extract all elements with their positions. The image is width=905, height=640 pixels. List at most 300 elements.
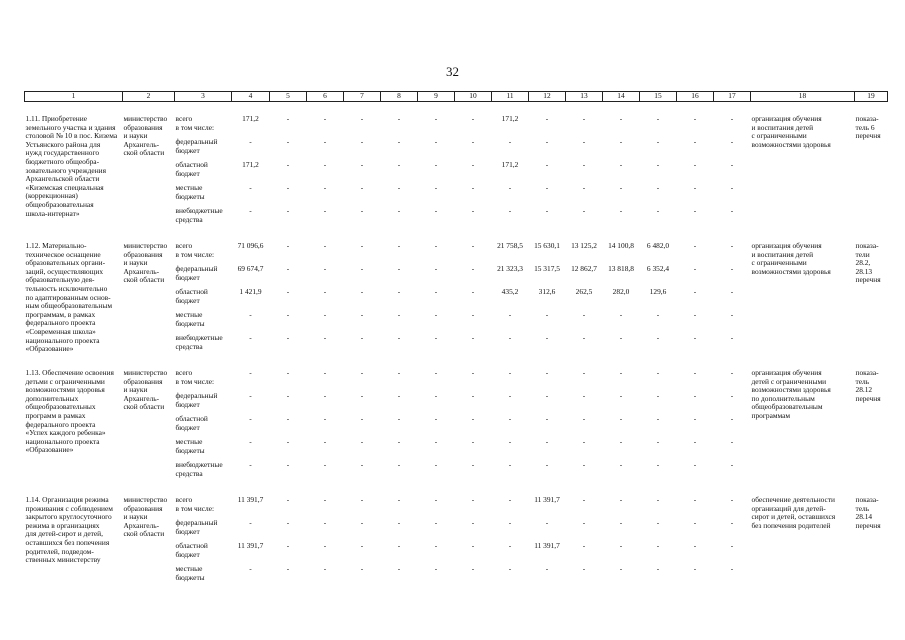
value-cell: - bbox=[582, 541, 586, 550]
value-cell: - bbox=[693, 310, 697, 319]
value-cell: - bbox=[323, 460, 327, 469]
value-cell: - bbox=[582, 460, 586, 469]
value-cell: - bbox=[730, 241, 734, 250]
indicator-cell: показа- тели 28.2, 28.13 перечня bbox=[855, 241, 881, 285]
value-cell: - bbox=[360, 541, 364, 550]
value-cell: 13 125,2 bbox=[571, 241, 597, 250]
value-cell: - bbox=[730, 114, 734, 123]
value-cell: - bbox=[397, 391, 401, 400]
indicator-cell: показа- тель 28.14 перечня bbox=[855, 495, 881, 530]
value-cell: - bbox=[730, 183, 734, 192]
activity-name-cell: 1.12. Материально- техническое оснащение образовательных органи- заций, осуществляющих образовательную дея- тельность исключительно по адаптированным основ- ным общеобразовательным программам, в рамках федерального проекта «Современная школа» национального проекта «Образование» bbox=[25, 241, 113, 354]
value-cell: - bbox=[286, 137, 290, 146]
value-cell: - bbox=[249, 206, 252, 215]
value-cell: 11 391,7 bbox=[237, 541, 264, 550]
funding-source-cell: внебюджетные средства bbox=[175, 333, 223, 351]
value-cell: - bbox=[545, 183, 549, 192]
value-cell: - bbox=[286, 333, 290, 342]
value-cell: 6 352,4 bbox=[646, 264, 670, 273]
header-cell: 3 bbox=[175, 92, 232, 102]
header-cell: 8 bbox=[381, 92, 418, 102]
value-cell: - bbox=[471, 206, 475, 215]
value-cell: - bbox=[471, 287, 475, 296]
value-cell: 262,5 bbox=[575, 287, 593, 296]
value-cell: - bbox=[434, 564, 438, 573]
value-cell: - bbox=[730, 495, 734, 504]
value-cell: - bbox=[730, 414, 734, 423]
result-cell: организация обучения детей с ограниченными возможностями здоровья по дополнительным общеобразовательным программам bbox=[751, 368, 831, 420]
table-row bbox=[25, 242, 888, 265]
value-cell: - bbox=[693, 414, 697, 423]
value-cell: - bbox=[619, 414, 623, 423]
value-cell: - bbox=[323, 564, 327, 573]
value-cell: - bbox=[434, 541, 438, 550]
value-cell: - bbox=[286, 368, 290, 377]
value-cell: 12 862,7 bbox=[571, 264, 597, 273]
value-cell: - bbox=[693, 564, 697, 573]
value-cell: - bbox=[397, 183, 401, 192]
indicator-cell: показа- тель 28.12 перечня bbox=[855, 368, 881, 403]
value-cell: 11 391,7 bbox=[534, 541, 560, 550]
value-cell: 71 096,6 bbox=[237, 241, 264, 250]
header-cell: 15 bbox=[640, 92, 677, 102]
value-cell: - bbox=[619, 137, 623, 146]
value-cell: - bbox=[360, 391, 364, 400]
value-cell: - bbox=[508, 460, 512, 469]
value-cell: - bbox=[323, 518, 327, 527]
value-cell: - bbox=[730, 137, 734, 146]
value-cell: - bbox=[730, 368, 734, 377]
value-cell: - bbox=[730, 541, 734, 550]
value-cell: - bbox=[323, 241, 327, 250]
value-cell: - bbox=[360, 137, 364, 146]
value-cell: - bbox=[730, 264, 734, 273]
value-cell: - bbox=[434, 287, 438, 296]
header-cell: 14 bbox=[603, 92, 640, 102]
funding-source-cell: областной бюджет bbox=[175, 160, 208, 178]
value-cell: - bbox=[619, 391, 623, 400]
value-cell: - bbox=[397, 206, 401, 215]
value-cell: - bbox=[656, 460, 660, 469]
value-cell: - bbox=[730, 333, 734, 342]
value-cell: - bbox=[508, 333, 512, 342]
value-cell: - bbox=[730, 437, 734, 446]
value-cell: - bbox=[286, 391, 290, 400]
value-cell: - bbox=[693, 541, 697, 550]
value-cell: - bbox=[619, 160, 623, 169]
header-cell: 18 bbox=[751, 92, 855, 102]
executor-cell: министерство образования и науки Архангель- ской области bbox=[123, 241, 168, 285]
value-cell: - bbox=[434, 368, 438, 377]
value-cell: 171,2 bbox=[501, 114, 519, 123]
value-cell: - bbox=[397, 495, 401, 504]
value-cell: - bbox=[730, 391, 734, 400]
value-cell: - bbox=[323, 137, 327, 146]
header-cell: 16 bbox=[677, 92, 714, 102]
value-cell: - bbox=[360, 414, 364, 423]
value-cell: - bbox=[286, 241, 290, 250]
funding-source-cell: внебюджетные средства bbox=[175, 460, 223, 478]
value-cell: - bbox=[397, 368, 401, 377]
value-cell: - bbox=[508, 541, 512, 550]
value-cell: - bbox=[656, 564, 660, 573]
value-cell: 1 421,9 bbox=[239, 287, 262, 296]
funding-source-cell: областной бюджет bbox=[175, 287, 208, 305]
table-body bbox=[25, 102, 888, 589]
value-cell: - bbox=[286, 541, 290, 550]
value-cell: - bbox=[619, 310, 623, 319]
value-cell: - bbox=[397, 160, 401, 169]
result-cell: обеспечение деятельности организаций для детей- сирот и детей, оставшихся без попечения родителей bbox=[751, 495, 836, 530]
value-cell: 14 100,8 bbox=[608, 241, 634, 250]
value-cell: - bbox=[619, 183, 623, 192]
value-cell: - bbox=[397, 241, 401, 250]
value-cell: - bbox=[545, 460, 549, 469]
value-cell: - bbox=[508, 391, 512, 400]
activity-name-cell: 1.14. Организация режима проживания с соблюдением закрытого круглосуточного режима в организациях для детей-сирот и детей, оставшихся без попечения родителей, подведом- ственных министерству bbox=[25, 495, 113, 565]
value-cell: - bbox=[508, 518, 512, 527]
executor-cell: министерство образования и науки Архангель- ской области bbox=[123, 114, 168, 158]
value-cell: - bbox=[397, 437, 401, 446]
value-cell: - bbox=[656, 183, 660, 192]
value-cell: - bbox=[323, 368, 327, 377]
value-cell: - bbox=[471, 114, 475, 123]
value-cell: - bbox=[249, 333, 252, 342]
value-cell: - bbox=[397, 287, 401, 296]
value-cell: - bbox=[545, 518, 549, 527]
value-cell: - bbox=[619, 114, 623, 123]
value-cell: - bbox=[323, 391, 327, 400]
value-cell: 13 818,8 bbox=[608, 264, 634, 273]
indicator-cell: показа- тель 6 перечня bbox=[855, 114, 881, 141]
value-cell: - bbox=[286, 114, 290, 123]
funding-source-cell: внебюджетные средства bbox=[175, 206, 223, 224]
value-cell: - bbox=[471, 241, 475, 250]
value-cell: 312,6 bbox=[538, 287, 556, 296]
value-cell: - bbox=[249, 518, 252, 527]
value-cell: - bbox=[508, 206, 512, 215]
value-cell: - bbox=[249, 460, 252, 469]
value-cell: - bbox=[434, 160, 438, 169]
value-cell: 11 391,7 bbox=[534, 495, 560, 504]
value-cell: - bbox=[286, 495, 290, 504]
value-cell: - bbox=[545, 310, 549, 319]
header-cell: 12 bbox=[529, 92, 566, 102]
value-cell: - bbox=[508, 564, 512, 573]
value-cell: - bbox=[693, 264, 697, 273]
value-cell: - bbox=[582, 137, 586, 146]
value-cell: - bbox=[323, 437, 327, 446]
header-cell: 19 bbox=[855, 92, 888, 102]
value-cell: 21 323,3 bbox=[497, 264, 523, 273]
value-cell: - bbox=[656, 160, 660, 169]
value-cell: - bbox=[508, 414, 512, 423]
value-cell: - bbox=[508, 310, 512, 319]
header-cell: 10 bbox=[455, 92, 492, 102]
funding-source-cell: областной бюджет bbox=[175, 414, 208, 432]
value-cell: 15 317,5 bbox=[534, 264, 560, 273]
value-cell: - bbox=[286, 460, 290, 469]
value-cell: - bbox=[582, 114, 586, 123]
value-cell: - bbox=[730, 160, 734, 169]
executor-cell: министерство образования и науки Архангель- ской области bbox=[123, 368, 168, 412]
value-cell: - bbox=[471, 137, 475, 146]
value-cell: - bbox=[471, 368, 475, 377]
value-cell: - bbox=[656, 541, 660, 550]
value-cell: - bbox=[360, 368, 364, 377]
value-cell: - bbox=[286, 518, 290, 527]
value-cell: - bbox=[323, 541, 327, 550]
value-cell: 15 630,1 bbox=[534, 241, 560, 250]
value-cell: - bbox=[582, 160, 586, 169]
value-cell: - bbox=[471, 391, 475, 400]
value-cell: - bbox=[656, 391, 660, 400]
budget-table bbox=[24, 91, 888, 588]
funding-source-cell: всего в том числе: bbox=[175, 495, 215, 513]
value-cell: - bbox=[656, 518, 660, 527]
value-cell: - bbox=[471, 518, 475, 527]
value-cell: 435,2 bbox=[501, 287, 519, 296]
value-cell: - bbox=[582, 495, 586, 504]
value-cell: - bbox=[360, 287, 364, 296]
activity-name-cell: 1.13. Обеспечение освоения детьми с ограниченными возможностями здоровья дополнительных общеобразовательных программ в рамках федерального проекта «Успех каждого ребенка» национального проекта «Образование» bbox=[25, 368, 114, 455]
value-cell: - bbox=[397, 541, 401, 550]
value-cell: - bbox=[397, 460, 401, 469]
page-number: 32 bbox=[446, 64, 459, 79]
value-cell: - bbox=[545, 564, 549, 573]
value-cell: - bbox=[545, 333, 549, 342]
value-cell: - bbox=[508, 137, 512, 146]
value-cell: - bbox=[582, 310, 586, 319]
funding-source-cell: федеральный бюджет bbox=[175, 137, 218, 155]
value-cell: - bbox=[323, 160, 327, 169]
value-cell: - bbox=[582, 437, 586, 446]
value-cell: - bbox=[286, 206, 290, 215]
activity-name-cell: 1.11. Приобретение земельного участка и здания столовой № 10 в пос. Кизема Устьянского района для нужд государственного бюджетного общеобра- зовательного учреждения Архангельской области «Киземская специальная (коррекционная) общеобразовательная школа-интернат» bbox=[25, 114, 118, 218]
value-cell: - bbox=[693, 183, 697, 192]
value-cell: - bbox=[656, 437, 660, 446]
funding-source-cell: федеральный бюджет bbox=[175, 264, 218, 282]
value-cell: - bbox=[434, 183, 438, 192]
value-cell: - bbox=[397, 114, 401, 123]
value-cell: - bbox=[730, 518, 734, 527]
value-cell: - bbox=[286, 287, 290, 296]
value-cell: - bbox=[693, 206, 697, 215]
value-cell: - bbox=[582, 564, 586, 573]
value-cell: - bbox=[582, 391, 586, 400]
value-cell: - bbox=[397, 414, 401, 423]
table-row bbox=[25, 496, 888, 519]
value-cell: 171,2 bbox=[242, 114, 259, 123]
value-cell: - bbox=[249, 391, 252, 400]
value-cell: - bbox=[619, 541, 623, 550]
value-cell: - bbox=[656, 495, 660, 504]
value-cell: - bbox=[434, 460, 438, 469]
value-cell: - bbox=[545, 114, 549, 123]
value-cell: - bbox=[693, 460, 697, 469]
result-cell: организация обучения и воспитания детей с ограниченными возможностями здоровья bbox=[751, 114, 831, 149]
funding-source-cell: местные бюджеты bbox=[175, 310, 205, 328]
header-cell: 11 bbox=[492, 92, 529, 102]
value-cell: - bbox=[619, 206, 623, 215]
value-cell: - bbox=[360, 460, 364, 469]
value-cell: - bbox=[286, 160, 290, 169]
value-cell: - bbox=[286, 414, 290, 423]
funding-source-cell: местные бюджеты bbox=[175, 564, 205, 582]
value-cell: - bbox=[471, 264, 475, 273]
executor-cell: министерство образования и науки Архангель- ской области bbox=[123, 495, 168, 539]
value-cell: - bbox=[471, 183, 475, 192]
value-cell: - bbox=[471, 495, 475, 504]
header-cell: 9 bbox=[418, 92, 455, 102]
header-cell: 17 bbox=[714, 92, 751, 102]
value-cell: - bbox=[434, 414, 438, 423]
value-cell: - bbox=[693, 241, 697, 250]
value-cell: - bbox=[397, 333, 401, 342]
value-cell: - bbox=[323, 114, 327, 123]
value-cell: - bbox=[360, 264, 364, 273]
value-cell: - bbox=[323, 310, 327, 319]
value-cell: - bbox=[656, 114, 660, 123]
table-row bbox=[25, 369, 888, 392]
value-cell: - bbox=[360, 495, 364, 504]
value-cell: - bbox=[693, 518, 697, 527]
funding-source-cell: местные бюджеты bbox=[175, 183, 205, 201]
value-cell: - bbox=[360, 518, 364, 527]
value-cell: - bbox=[397, 264, 401, 273]
value-cell: - bbox=[249, 437, 252, 446]
value-cell: - bbox=[471, 414, 475, 423]
value-cell: - bbox=[693, 160, 697, 169]
value-cell: 69 674,7 bbox=[237, 264, 264, 273]
value-cell: - bbox=[656, 206, 660, 215]
value-cell: - bbox=[249, 368, 252, 377]
value-cell: - bbox=[582, 183, 586, 192]
value-cell: - bbox=[360, 564, 364, 573]
header-cell: 2 bbox=[123, 92, 175, 102]
value-cell: - bbox=[545, 206, 549, 215]
funding-source-cell: федеральный бюджет bbox=[175, 518, 218, 536]
value-cell: - bbox=[323, 264, 327, 273]
value-cell: - bbox=[249, 137, 252, 146]
value-cell: - bbox=[730, 460, 734, 469]
value-cell: - bbox=[434, 264, 438, 273]
value-cell: - bbox=[656, 310, 660, 319]
value-cell: 282,0 bbox=[612, 287, 630, 296]
value-cell: - bbox=[360, 160, 364, 169]
value-cell: - bbox=[323, 495, 327, 504]
value-cell: - bbox=[619, 460, 623, 469]
value-cell: - bbox=[249, 414, 252, 423]
value-cell: - bbox=[434, 114, 438, 123]
header-cell: 6 bbox=[307, 92, 344, 102]
value-cell: - bbox=[323, 206, 327, 215]
value-cell: - bbox=[471, 310, 475, 319]
value-cell: - bbox=[508, 437, 512, 446]
value-cell: - bbox=[360, 241, 364, 250]
spacer-cell bbox=[25, 102, 888, 116]
value-cell: - bbox=[693, 137, 697, 146]
value-cell: - bbox=[508, 368, 512, 377]
value-cell: - bbox=[471, 333, 475, 342]
funding-source-cell: всего в том числе: bbox=[175, 368, 215, 386]
value-cell: - bbox=[360, 206, 364, 215]
value-cell: - bbox=[434, 206, 438, 215]
table-row bbox=[25, 115, 888, 138]
value-cell: - bbox=[693, 391, 697, 400]
header-cell: 5 bbox=[270, 92, 307, 102]
value-cell: - bbox=[471, 541, 475, 550]
value-cell: - bbox=[693, 114, 697, 123]
value-cell: - bbox=[471, 437, 475, 446]
value-cell: - bbox=[249, 183, 252, 192]
value-cell: - bbox=[434, 137, 438, 146]
value-cell: - bbox=[730, 564, 734, 573]
value-cell: - bbox=[397, 137, 401, 146]
value-cell: - bbox=[249, 564, 252, 573]
value-cell: - bbox=[249, 310, 252, 319]
spacer-row bbox=[25, 102, 888, 116]
value-cell: - bbox=[471, 564, 475, 573]
value-cell: - bbox=[730, 206, 734, 215]
value-cell: - bbox=[434, 310, 438, 319]
value-cell: - bbox=[286, 437, 290, 446]
value-cell: 171,2 bbox=[501, 160, 519, 169]
value-cell: - bbox=[582, 206, 586, 215]
result-cell: организация обучения и воспитания детей с ограниченными возможностями здоровья bbox=[751, 241, 831, 276]
header-cell: 4 bbox=[232, 92, 270, 102]
value-cell: - bbox=[286, 183, 290, 192]
value-cell: - bbox=[656, 333, 660, 342]
value-cell: - bbox=[323, 183, 327, 192]
funding-source-cell: всего в том числе: bbox=[175, 241, 215, 259]
value-cell: - bbox=[323, 414, 327, 423]
value-cell: - bbox=[582, 333, 586, 342]
value-cell: - bbox=[323, 287, 327, 296]
value-cell: - bbox=[545, 391, 549, 400]
value-cell: - bbox=[360, 333, 364, 342]
value-cell: 11 391,7 bbox=[237, 495, 264, 504]
value-cell: - bbox=[619, 495, 623, 504]
value-cell: 6 482,0 bbox=[646, 241, 670, 250]
value-cell: - bbox=[360, 437, 364, 446]
funding-source-cell: федеральный бюджет bbox=[175, 391, 218, 409]
value-cell: - bbox=[434, 333, 438, 342]
value-cell: 21 758,5 bbox=[497, 241, 523, 250]
value-cell: - bbox=[656, 137, 660, 146]
value-cell: - bbox=[545, 368, 549, 377]
value-cell: - bbox=[471, 460, 475, 469]
value-cell: - bbox=[286, 564, 290, 573]
value-cell: - bbox=[434, 241, 438, 250]
value-cell: - bbox=[693, 495, 697, 504]
header-row bbox=[25, 92, 888, 102]
value-cell: - bbox=[582, 368, 586, 377]
value-cell: - bbox=[656, 368, 660, 377]
value-cell: - bbox=[397, 310, 401, 319]
value-cell: - bbox=[545, 414, 549, 423]
value-cell: - bbox=[471, 160, 475, 169]
value-cell: - bbox=[730, 287, 734, 296]
funding-source-cell: всего в том числе: bbox=[175, 114, 215, 132]
value-cell: - bbox=[619, 564, 623, 573]
value-cell: - bbox=[286, 264, 290, 273]
value-cell: - bbox=[693, 368, 697, 377]
value-cell: 129,6 bbox=[649, 287, 667, 296]
value-cell: - bbox=[508, 495, 512, 504]
value-cell: - bbox=[286, 310, 290, 319]
value-cell: - bbox=[582, 414, 586, 423]
